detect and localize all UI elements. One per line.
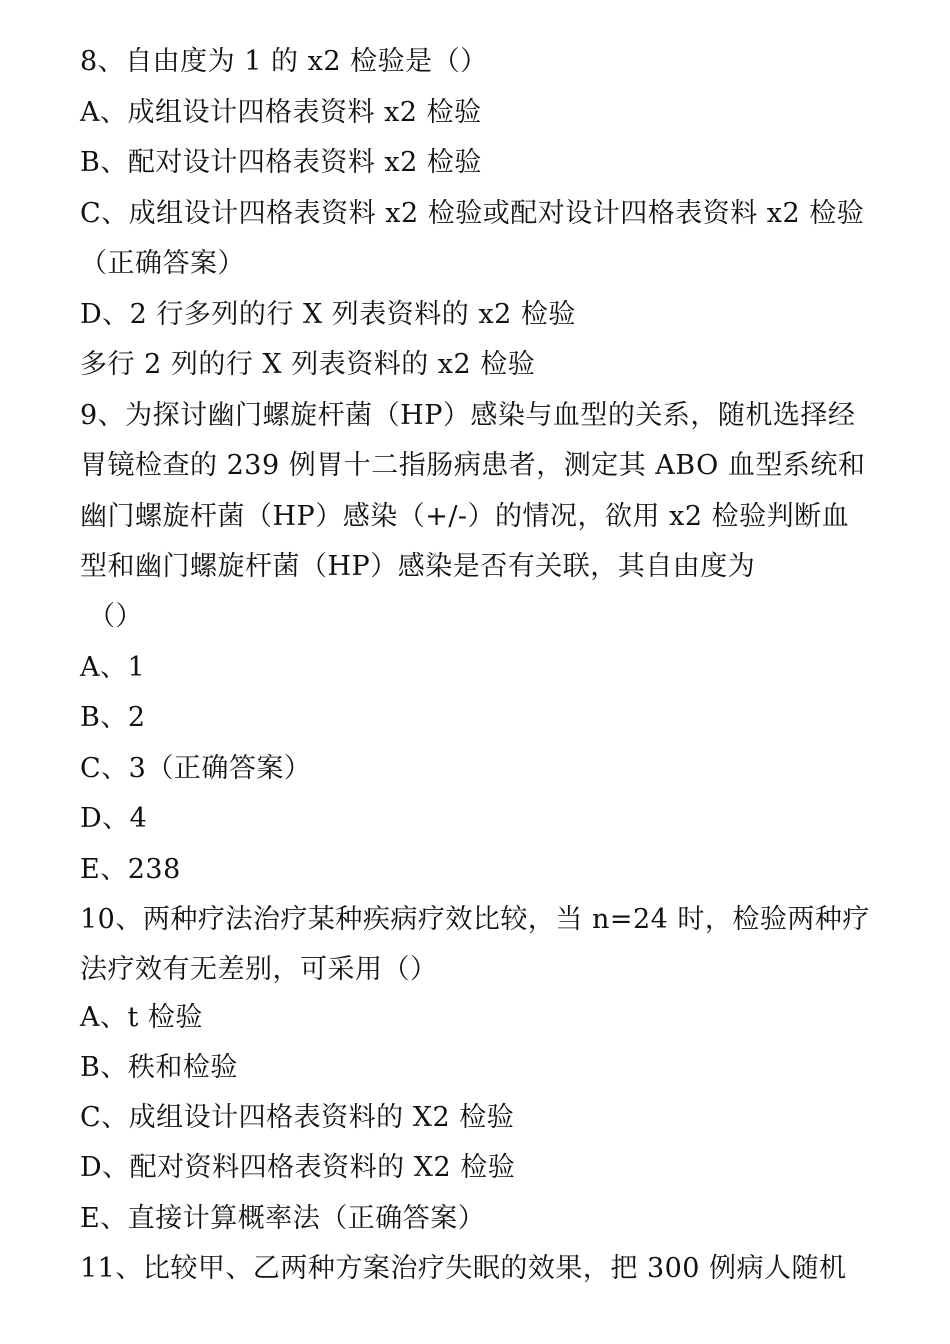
question-9-option-c: C、3（正确答案） xyxy=(80,753,312,784)
question-10-stem-line-1: 10、两种疗法治疗某种疾病疗效比较，当 n=24 时，检验两种疗 xyxy=(80,904,870,935)
question-10-option-e: E、直接计算概率法（正确答案） xyxy=(80,1203,486,1234)
question-9-blank: （） xyxy=(88,601,143,632)
question-8-option-e: 多行 2 列的行 X 列表资料的 x2 检验 xyxy=(80,349,536,380)
question-10-stem-line-2: 法疗效有无差别，可采用（） xyxy=(80,954,438,985)
question-11-stem-line-1: 11、比较甲、乙两种方案治疗失眠的效果，把 300 例病人随机 xyxy=(80,1253,847,1284)
question-9-stem-line-3: 幽门螺旋杆菌（HP）感染（+/-）的情况，欲用 x2 检验判断血 xyxy=(80,501,850,532)
question-9-option-a: A、1 xyxy=(80,652,146,683)
question-9-option-e: E、238 xyxy=(80,854,181,885)
question-8-answer-mark: （正确答案） xyxy=(80,248,245,279)
question-10-option-c: C、成组设计四格表资料的 X2 检验 xyxy=(80,1102,515,1133)
question-9-stem-line-1: 9、为探讨幽门螺旋杆菌（HP）感染与血型的关系，随机选择经 xyxy=(80,400,856,431)
question-9-option-b: B、2 xyxy=(80,702,146,733)
question-8-stem: 8、自由度为 1 的 x2 检验是（） xyxy=(80,46,488,77)
question-9-option-d: D、4 xyxy=(80,803,148,834)
question-8-option-d: D、2 行多列的行 X 列表资料的 x2 检验 xyxy=(80,299,576,330)
question-10-option-b: B、秩和检验 xyxy=(80,1052,238,1083)
question-8-option-a: A、成组设计四格表资料 x2 检验 xyxy=(80,97,482,128)
question-10-option-a: A、t 检验 xyxy=(80,1002,203,1033)
question-8-option-b: B、配对设计四格表资料 x2 检验 xyxy=(80,147,482,178)
question-8-option-c: C、成组设计四格表资料 x2 检验或配对设计四格表资料 x2 检验 xyxy=(80,198,865,229)
question-10-option-d: D、配对资料四格表资料的 X2 检验 xyxy=(80,1152,516,1183)
question-9-stem-line-2: 胃镜检查的 239 例胃十二指肠病患者，测定其 ABO 血型系统和 xyxy=(80,450,866,481)
question-9-stem-line-4: 型和幽门螺旋杆菌（HP）感染是否有关联，其自由度为 xyxy=(80,551,756,582)
